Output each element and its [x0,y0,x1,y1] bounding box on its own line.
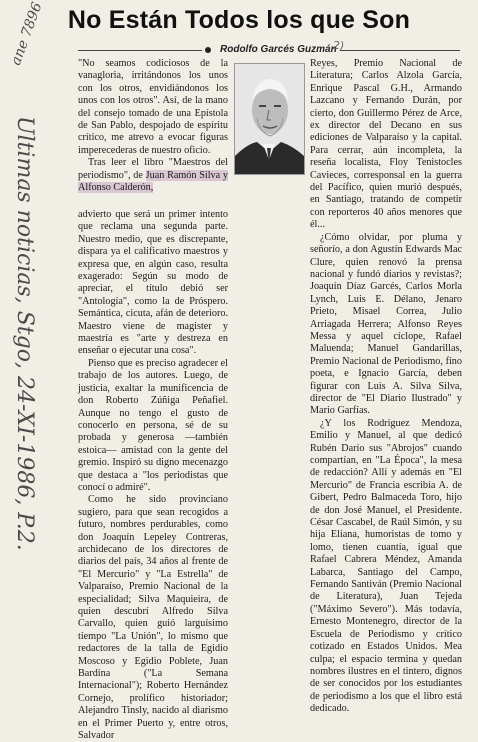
author-portrait-photo [234,63,305,175]
paragraph-book-cont: advierto que será un primer intento que reclama una segunda parte. Nuestro medio, que es discrepante, dispara ya el calificativo maestros y expresa que, en algún caso, resulta exagerado: Según su modo de apreciar, el título debió ser "Antología", como la de Próspero. Semántica, cicuta, afán de deterioro. Maestro viene de magister y maestría es "arte y destreza en enseñar o ejecutar una cosa". [78,209,228,357]
byline-rule-right [340,50,460,51]
paragraph-intro: "No seamos codiciosos de la vanagloria, irritándonos los unos con los otros, envidiándonos los unos con los otros". Así, de la mano del consejo tomado de una Epístola de San Pablo, despojado de espíritu crítico, me atrevo a evocar figuras imperecederas de nuestro oficio. [78,58,228,156]
handwritten-corner-note: ane 7896 [8,0,46,68]
article-title: No Están Todos los que Son [67,6,411,34]
paragraph-provincial: Como he sido provinciano sugiero, para que sean recogidos a futuro, nombres perdurables, como don Joaquín Lepeley Contreras, archidecano de los directores de diarios del país, 34 años al frente de "El Mercurio" y "La Estrella" de Valparaíso, Premio Nacional de la especialidad; Silva Maquieira, de quien descubrí Alfredo Silva Carvallo, quien guió larguísimo tiempo "La Unión", lo mismo que redactores de la talla de Egidio Moscoso y Egidio Poblete, Juan Bardina ("La Semana Internacional"); Roberto Hernández Cornejo, prolífico historiador; Alejandro Tinsly, nacido al diarismo en el Primer Puerto y, entre otros, Salvador [78,494,228,742]
column-1-bottom [78,209,228,742]
paragraph-valparaiso: Reyes, Premio Nacional de Literatura; Carlos Alzola García, Enrique Pascal G.H., Armando Lazcano y Fernando Durán, por cierto, don Guillermo Pérez de Arce, ex director del Decano en sus ediciones de Valparaíso y la capital. Para cerrar, aún incompleta, la reseña localista, Floy Tenistocles Cavieces, corresponsal en la guerra del Pacífico, quien murió después, en Santiago, tratando de competir con reporteros 40 años menores que él... [310,58,462,231]
paragraph-thanks: Pienso que es preciso agradecer el trabajo de los autores. Luego, de justicia, exaltar la munificencia de don Roberto Zúñiga Peñafiel. Aunque no tengo el gusto de conocerlo en persona, sé de su probada y generosa —también estoica— amistad con la gente del gremio. Inspiró su digno mecenazgo que destaca a "los periodistas que conocí o admiré". [78,357,228,493]
byline-rule-left [78,50,202,51]
handwritten-source-note: Ultimas noticias, Stgo, 24-XI-1986, P.2. [12,116,37,551]
paragraph-book: Tras leer el libro "Maestros del periodismo", de Juan Ramón Silva y Alfonso Calderón, [78,157,229,194]
portrait-icon [235,64,304,174]
column-2 [310,58,462,716]
byline-bullet [205,47,211,53]
page-mark: 2) [333,39,345,52]
paragraph-edwards: ¿Cómo olvidar, por pluma y señorío, a don Agustín Edwards Mac Clure, quien renovó la prensa nacional y fundó diarios y revistas?; Joaquín Díaz Garcés, Carlos Morla Lynch, Luis E. Délano, Jenaro Prieto, Misael Correa, Julio Arriagada Herrera; Alfonso Reyes Messa y aquel cíclope, Rafael Maluenda; Manuel Gandarillas, Premio Nacional de Periodismo, fino poeta, e Ignacio García, deben figurar con Luis A. Silva Silva, director de "El Diario Ilustrado" y Mario Garfías. [310,231,462,417]
article-byline: Rodolfo Garcés Guzmán [220,44,337,55]
paragraph-rodriguez: ¿Y los Rodríguez Mendoza, Emilio y Manuel, al que dedicó Rubén Darío sus "Abrojos" cuando compartían, en "La Época", la mesa de redacción? Allí y además en "El Mercurio" de Francia escribía A. de Gibert, Pedro Balmaceda Toro, hijo de don José Manuel, el Presidente. César Cascabel, de Raúl Simón, y su hija Eliana, humoristas de tomo y lomo, tienen cuantía, igual que Rafael Cabrera Méndez, Amanda Labarca, Santiago del Campo, Fernando Santiván (Premio Nacional de Literatura), Juan Tejeda ("Máximo Severo"). Más todavía, Ernesto Montenegro, director de la Escuela de Periodismo y crítico cotizado en Estados Unidos. Mea culpa; el espacio termina y quedan nombres ilustres en el tintero, dignos de ser conocidos por los estudiantes de periodismo a los que el libro está dedicado. [310,417,462,715]
highlighted-authors: Juan Ramón Silva y Alfonso Calderón, [78,169,229,194]
column-1-top [78,58,228,194]
